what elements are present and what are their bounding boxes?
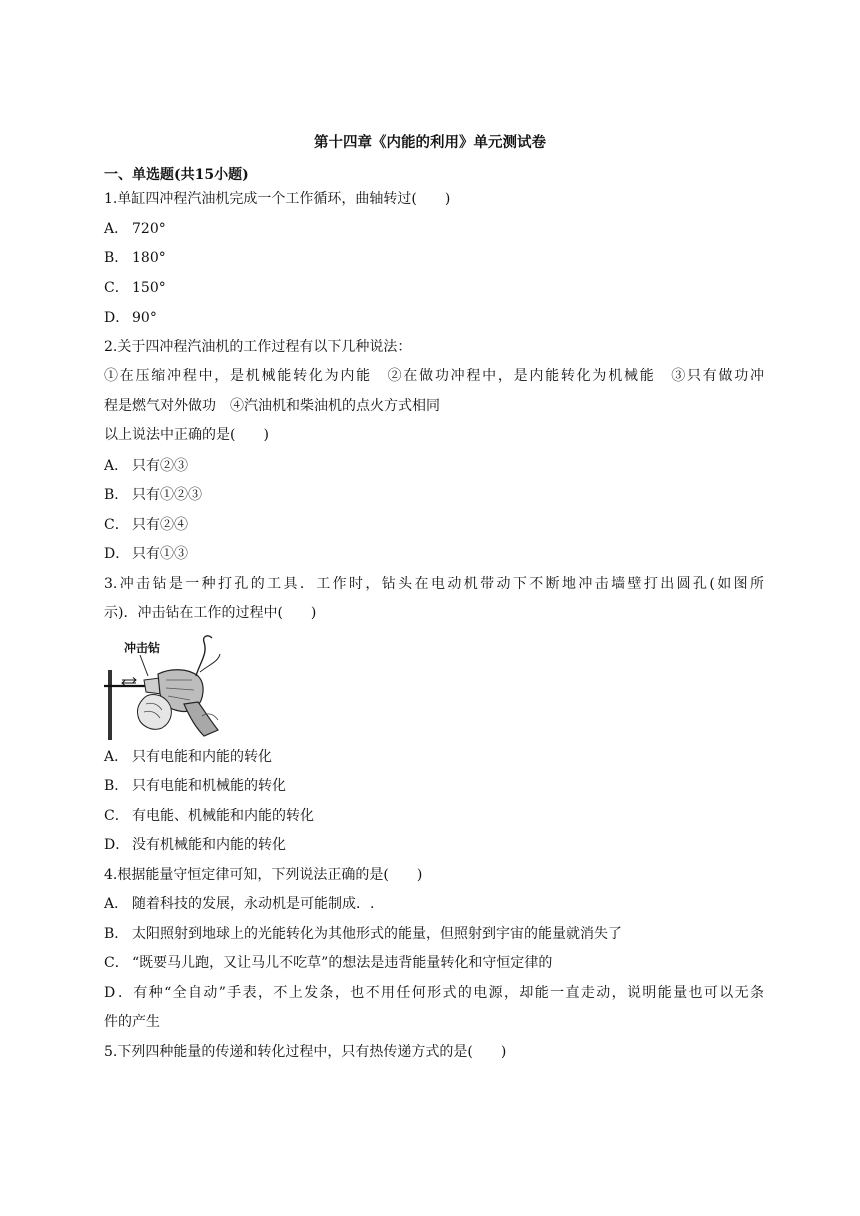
- question-4-option-b[interactable]: [104, 924, 764, 944]
- option-text: 180°: [132, 250, 166, 266]
- section-heading: 一、单选题(共15小题): [104, 167, 249, 183]
- question-5-stem: 5.下列四种能量的传递和转化过程中，只有热传递方式的是( ): [104, 1044, 507, 1060]
- option-text: 720°: [132, 221, 166, 237]
- option-text: 只有①②③: [132, 487, 202, 503]
- question-4-stem: 4.根据能量守恒定律可知，下列说法正确的是( ): [104, 867, 423, 883]
- question-1-option-c[interactable]: [104, 278, 764, 298]
- question-1-option-b[interactable]: [104, 248, 764, 268]
- option-text: 太阳照射到地球上的光能转化为其他形式的能量，但照射到宇宙的能量就消失了: [132, 926, 622, 942]
- question-2-option-b[interactable]: [104, 485, 764, 505]
- impact-drill-figure: [100, 632, 224, 742]
- question-4-option-c[interactable]: [104, 953, 764, 973]
- question-1-stem: 1.单缸四冲程汽油机完成一个工作循环，曲轴转过( ): [104, 191, 451, 207]
- option-text: 只有②④: [132, 517, 188, 533]
- option-text: 150°: [132, 280, 166, 296]
- option-label: B．: [104, 926, 129, 942]
- option-text: 有电能、机械能和内能的转化: [132, 808, 314, 824]
- figure-label: 冲击钻: [124, 641, 161, 655]
- option-label: D．: [104, 985, 132, 1001]
- page-title: 第十四章《内能的利用》单元测试卷: [314, 134, 546, 151]
- option-text: 只有电能和机械能的转化: [132, 778, 286, 794]
- option-label: D．: [104, 546, 130, 562]
- option-label: C．: [104, 808, 129, 824]
- option-label: D．: [104, 837, 130, 853]
- question-3-option-b[interactable]: [104, 776, 764, 796]
- option-label: A．: [104, 221, 129, 237]
- question-4-option-d-line2: 件的产生: [104, 1014, 160, 1030]
- option-text: 90°: [132, 310, 157, 326]
- question-2-stem: 2.关于四冲程汽油机的工作过程有以下几种说法：: [104, 339, 412, 355]
- question-1-option-a[interactable]: [104, 219, 764, 239]
- option-text: “既要马儿跑，又让马儿不吃草”的想法是违背能量转化和守恒定律的: [132, 955, 553, 971]
- option-label: D．: [104, 310, 130, 326]
- question-2-stem-line3: 程是燃气对外做功 ④汽油机和柴油机的点火方式相同: [104, 398, 440, 414]
- question-4-option-d[interactable]: [104, 983, 764, 1003]
- option-text: 没有机械能和内能的转化: [132, 837, 286, 853]
- option-text: 只有电能和内能的转化: [132, 749, 272, 765]
- impact-drill-drawing: [100, 632, 224, 742]
- question-3-option-a[interactable]: [104, 747, 764, 767]
- option-label: C．: [104, 280, 129, 296]
- question-3-option-c[interactable]: [104, 806, 764, 826]
- option-text: 有种“全自动”手表，不上发条，也不用任何形式的电源，却能一直走动，说明能量也可以无条: [132, 985, 764, 1001]
- option-text: 随着科技的发展，永动机是可能制成．.: [132, 896, 375, 912]
- question-2-option-a[interactable]: [104, 456, 764, 476]
- question-2-option-c[interactable]: [104, 515, 764, 535]
- question-3-stem-line2: 示)．冲击钻在工作的过程中( ): [104, 605, 317, 621]
- question-3-stem: 3.冲击钻是一种打孔的工具．工作时，钻头在电动机带动下不断地冲击墙壁打出圆孔(如图所: [104, 576, 764, 592]
- question-2-stem-line4: 以上说法中正确的是( ): [104, 427, 269, 443]
- option-label: C．: [104, 517, 129, 533]
- question-3-option-d[interactable]: [104, 835, 764, 855]
- option-label: B．: [104, 250, 129, 266]
- question-2-option-d[interactable]: [104, 544, 764, 564]
- option-label: B．: [104, 487, 129, 503]
- option-label: A．: [104, 458, 129, 474]
- option-label: B．: [104, 778, 129, 794]
- option-label: A．: [104, 749, 129, 765]
- option-text: 只有①③: [132, 546, 188, 562]
- option-label: C．: [104, 955, 129, 971]
- option-label: A．: [104, 896, 129, 912]
- option-text: 只有②③: [132, 458, 188, 474]
- question-1-option-d[interactable]: [104, 308, 764, 328]
- question-2-stem-line2: ①在压缩冲程中，是机械能转化为内能 ②在做功冲程中，是内能转化为机械能 ③只有做功冲: [104, 368, 764, 384]
- question-4-option-a[interactable]: [104, 894, 764, 914]
